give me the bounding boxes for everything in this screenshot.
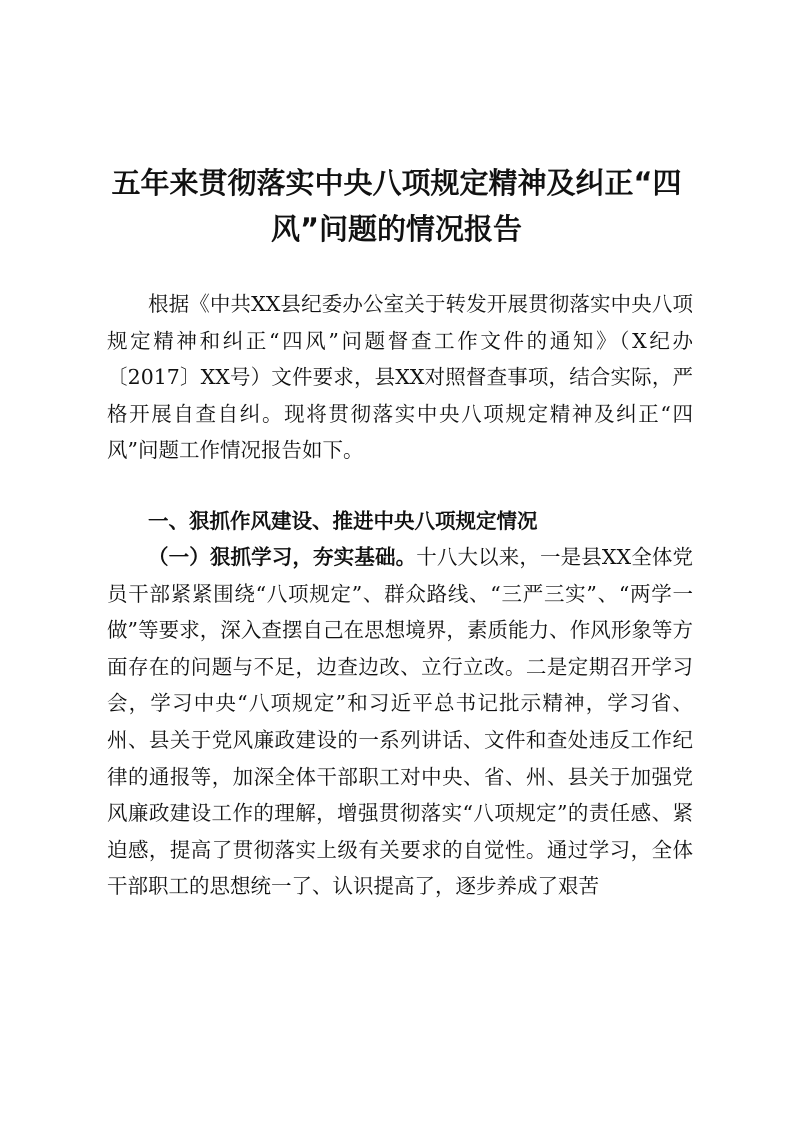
subsection-paragraph	[107, 539, 693, 905]
subsection-lead: （一）狠抓学习，夯实基础。	[148, 545, 417, 569]
section-heading: 一、狠抓作风建设、推进中央八项规定情况	[148, 509, 538, 533]
document-title: 五年来贯彻落实中央八项规定精神及纠正“四风”问题的情况报告	[111, 166, 682, 246]
intro-paragraph: 根据《中共XX县纪委办公室关于转发开展贯彻落实中央八项规定精神和纠正“四风”问题督查工作文件的通知》（X纪办〔2017〕XX号）文件要求，县XX对照督查事项，结合实际，严格开展自查自纠。现将贯彻落实中央八项规定精神及纠正“四风”问题工作情况报告如下。	[107, 292, 693, 463]
subsection-body: 十八大以来，一是县XX全体党员干部紧紧围绕“八项规定”、群众路线、“三严三实”、“两学一做”等要求，深入查摆自己在思想境界，素质能力、作风形象等方面存在的问题与不足，边查边改、立行立改。二是定期召开学习会，学习中央“八项规定”和习近平总书记批示精神，学习省、州、县关于党风廉政建设的一系列讲话、文件和查处违反工作纪律的通报等，加深全体干部职工对中央、省、州、县关于加强党风廉政建设工作的理解，增强贯彻落实“八项规定”的责任感、紧迫感，提高了贯彻落实上级有关要求的自觉性。通过学习，全体干部职工的思想统一了、认识提高了，逐步养成了艰苦	[107, 545, 693, 899]
